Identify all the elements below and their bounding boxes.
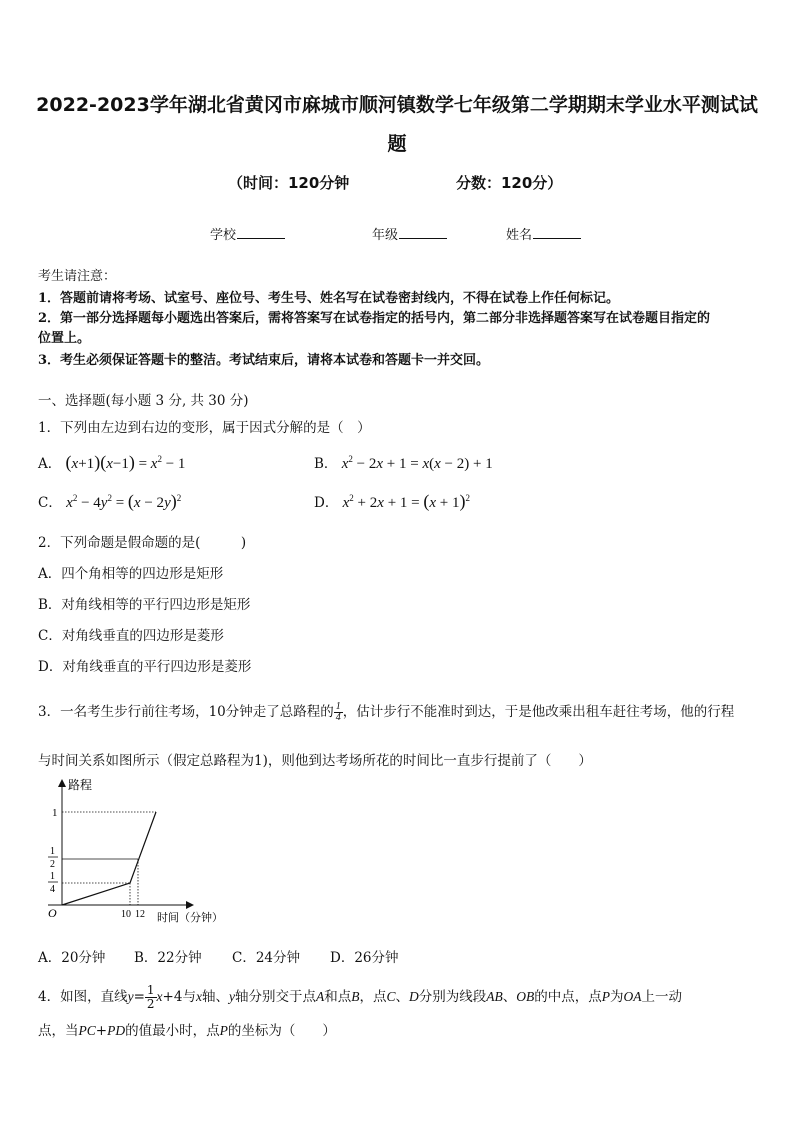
q3-option-c[interactable]: C．24分钟 bbox=[232, 950, 301, 966]
q2-option-d[interactable]: D．对角线垂直的平行四边形是菱形 bbox=[38, 659, 252, 675]
question-4-stem: 4．如图，直线y= $\frac{1}{2}$ x+4与x轴、y轴分别交于点A和点B，点C、D分别为线段AB、OB的中点，点P为OA上一动 bbox=[38, 983, 682, 1011]
x-axis-label: 时间（分钟） bbox=[157, 911, 223, 924]
distance-time-graph bbox=[40, 775, 240, 930]
q1-option-a[interactable]: A． $(x+1)(x-1) = x^2 - 1$ bbox=[38, 452, 186, 472]
grade-field[interactable]: 年级 bbox=[372, 224, 447, 243]
q2-option-b[interactable]: B．对角线相等的平行四边形是矩形 bbox=[38, 597, 251, 613]
q1-option-d-formula: $x^2 + 2x + 1 = (x + 1)^2$ bbox=[342, 491, 470, 511]
q1-option-a-formula: $(x+1)(x-1) = x^2 - 1$ bbox=[65, 452, 186, 472]
notice-item: 1．答题前请将考场、试室号、座位号、考生号、姓名写在试卷密封线内，不得在试卷上作任何标记。 bbox=[38, 291, 620, 306]
q3-option-b[interactable]: B．22分钟 bbox=[134, 950, 202, 966]
notice-item: 位置上。 bbox=[38, 331, 91, 346]
notice-item: 2．第一部分选择题每小题选出答案后，需将答案写在试卷指定的括号内，第二部分非选择题答案写在试卷题目指定的 bbox=[38, 311, 711, 326]
y-tick-half-den: 2 bbox=[50, 859, 55, 870]
q2-option-c[interactable]: C．对角线垂直的四边形是菱形 bbox=[38, 628, 224, 644]
notice-item: 3．考生必须保证答题卡的整洁。考试结束后，请将本试卷和答题卡一并交回。 bbox=[38, 353, 490, 368]
q1-option-d[interactable]: D． $x^2 + 2x + 1 = (x + 1)^2$ bbox=[314, 491, 470, 511]
y-axis-label: 路程 bbox=[68, 778, 93, 792]
page-title: 2022-2023学年湖北省黄冈市麻城市顺河镇数学七年级第二学期期末学业水平测试试 bbox=[36, 94, 758, 116]
x-tick-10: 10 bbox=[121, 909, 131, 920]
page-title-continued: 题 bbox=[387, 133, 407, 155]
origin-label: O bbox=[48, 906, 57, 920]
y-tick-quarter-num: 1 bbox=[50, 871, 55, 882]
journey-line bbox=[62, 812, 156, 905]
q3-option-a[interactable]: A．20分钟 bbox=[38, 950, 106, 966]
question-2-stem: 2．下列命题是假命题的是( ) bbox=[38, 535, 247, 551]
y-tick-1: 1 bbox=[52, 807, 58, 819]
q1-option-b[interactable]: B． $x^2 - 2x + 1 = x(x - 2) + 1$ bbox=[314, 454, 493, 472]
q1-option-c[interactable]: C． $x^2 - 4y^2 = (x - 2y)^2$ bbox=[38, 491, 182, 511]
question-1-stem: 1．下列由左边到右边的变形，属于因式分解的是（ ） bbox=[38, 420, 371, 436]
q1-option-c-formula: $x^2 - 4y^2 = (x - 2y)^2$ bbox=[66, 491, 182, 511]
question-3-stem-line2: 与时间关系如图所示（假定总路程为1)，则他到达考场所花的时间比一直步行提前了（ ） bbox=[38, 753, 592, 769]
notice-heading: 考生请注意： bbox=[38, 269, 117, 284]
q3-fraction: $\frac{1}{4}$ bbox=[335, 701, 341, 723]
y-tick-half-num: 1 bbox=[50, 846, 55, 857]
x-tick-12: 12 bbox=[135, 909, 145, 920]
q2-option-a[interactable]: A．四个角相等的四边形是矩形 bbox=[38, 566, 224, 582]
q3-option-d[interactable]: D．26分钟 bbox=[330, 950, 399, 966]
total-score: 分数：120分） bbox=[456, 174, 563, 192]
name-field[interactable]: 姓名 bbox=[506, 224, 581, 243]
question-4-stem-line2: 点，当PC+PD的值最小时，点P的坐标为（ ） bbox=[38, 1023, 336, 1039]
y-tick-quarter-den: 4 bbox=[50, 884, 55, 895]
school-field[interactable]: 学校 bbox=[210, 224, 285, 243]
section-heading: 一、选择题(每小题 3 分, 共 30 分) bbox=[38, 393, 249, 409]
time-limit: （时间：120分钟 bbox=[228, 174, 350, 192]
q1-option-b-formula: $x^2 - 2x + 1 = x(x - 2) + 1$ bbox=[341, 454, 493, 472]
question-3-stem: 3．一名考生步行前往考场，10分钟走了总路程的 $\frac{1}{4}$ ，估计步行不能准时到达，于是他改乘出租车赶往考场，他的行程 bbox=[38, 701, 735, 723]
